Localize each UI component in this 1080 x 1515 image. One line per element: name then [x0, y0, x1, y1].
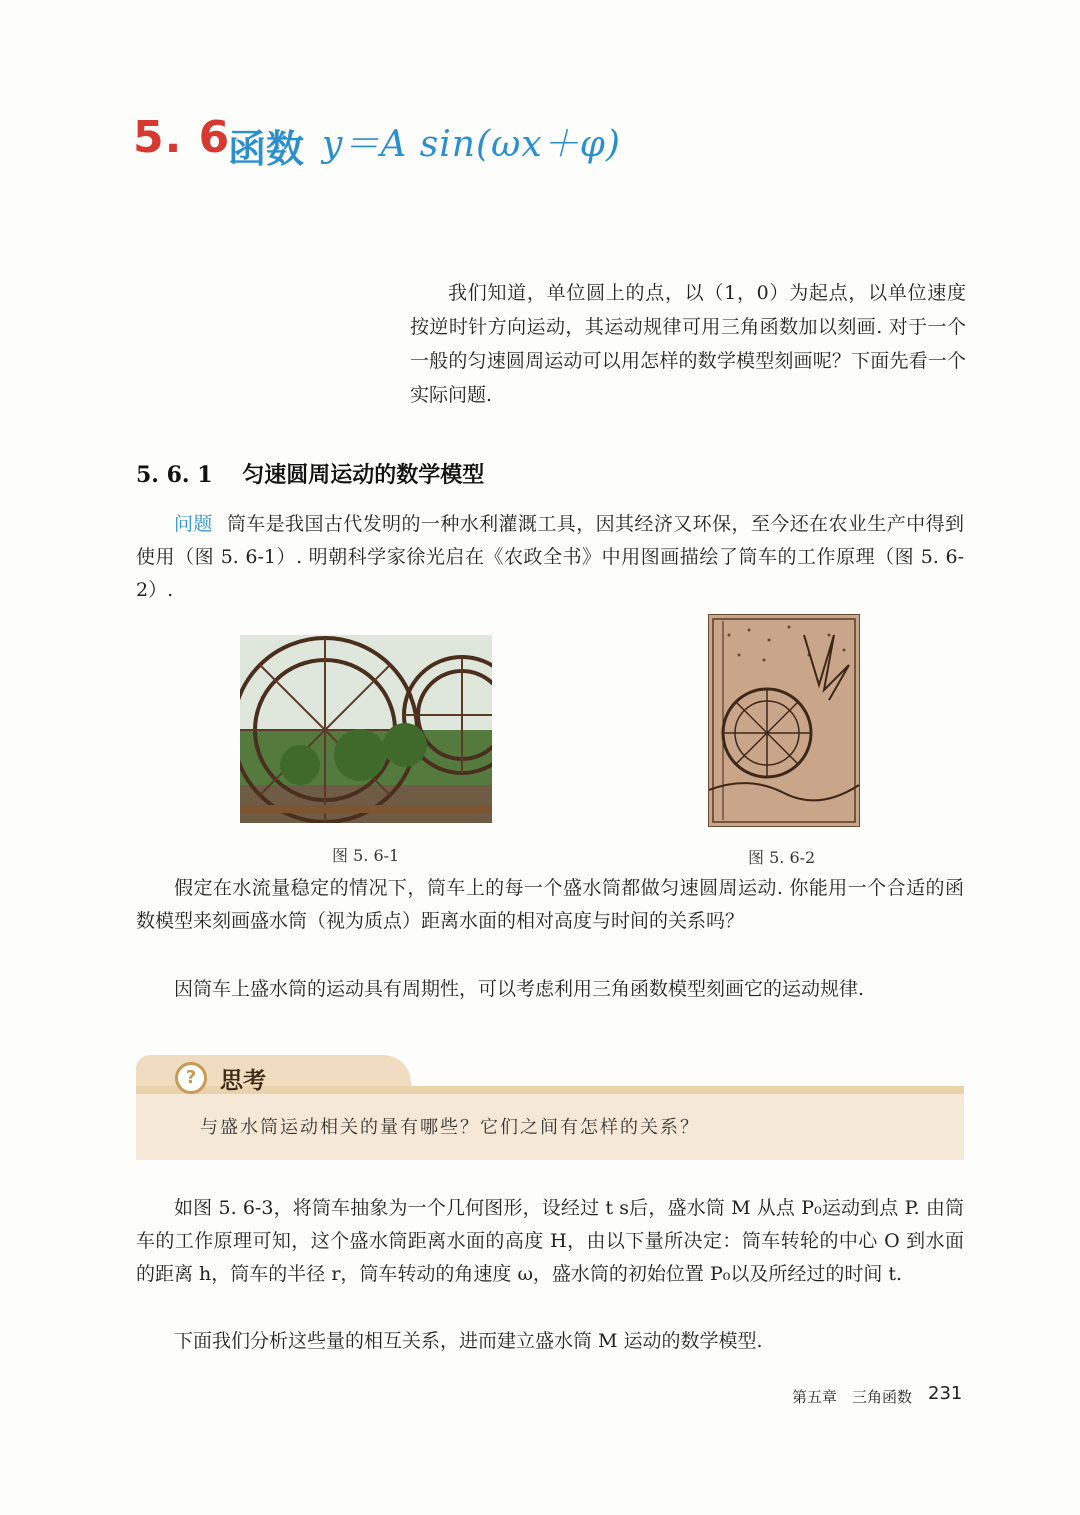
footer-chapter: 第五章 三角函数	[792, 1388, 913, 1406]
subsection-number: 5. 6. 1	[136, 462, 213, 488]
section-title: 函数	[228, 127, 305, 171]
problem-text: 筒车是我国古代发明的一种水利灌溉工具，因其经济又环保，至今还在农业生产中得到使用（图 5. 6-1）. 明朝科学家徐光启在《农政全书》中用图画描绘了筒车的工作原理（图 5. 6-2）.	[136, 513, 964, 601]
question-icon: ?	[175, 1062, 207, 1094]
woodcut-illustration	[708, 614, 860, 827]
paragraph: 因筒车上盛水筒的运动具有周期性，可以考虑利用三角函数模型刻画它的运动规律.	[174, 978, 865, 1000]
section-formula: y＝A sin(ωx＋φ)	[322, 124, 621, 165]
figure-caption: 图 5. 6-1	[332, 846, 400, 865]
subsection-title: 匀速圆周运动的数学模型	[242, 463, 485, 488]
problem-label: 问题	[174, 513, 213, 535]
woodcut-illustration-drawing	[709, 615, 859, 826]
think-title: 思考	[220, 1068, 266, 1094]
problem-paragraph	[136, 508, 964, 607]
intro-paragraph: 我们知道，单位圆上的点，以（1，0）为起点，以单位速度按逆时针方向运动，其运动规律可用三角函数加以刻画. 对于一个一般的匀速圆周运动可以用怎样的数学模型刻画呢？下面先看一个实际问题.	[410, 282, 966, 406]
subsection-heading	[136, 458, 484, 489]
paragraph: 假定在水流量稳定的情况下，筒车上的每一个盛水筒都做匀速圆周运动. 你能用一个合适的函数模型来刻画盛水筒（视为质点）距离水面的相对高度与时间的关系吗？	[136, 877, 964, 932]
waterwheel-photo	[240, 635, 492, 823]
page-number: 231	[928, 1383, 963, 1404]
paragraph: 下面我们分析这些量的相互关系，进而建立盛水筒 M 运动的数学模型.	[174, 1330, 763, 1352]
waterwheel-photo-drawing	[240, 635, 492, 823]
think-question: 与盛水筒运动相关的量有哪些？它们之间有怎样的关系？	[200, 1117, 700, 1138]
figure-caption: 图 5. 6-2	[748, 848, 816, 867]
paragraph: 如图 5. 6-3，将筒车抽象为一个几何图形，设经过 t s后，盛水筒 M 从点 P₀运动到点 P. 由筒车的工作原理可知，这个盛水筒距离水面的高度 H，由以下量所决定：筒车转轮的中心 O 到水面的距离 h，筒车的半径 r，筒车转动的角速度 ω，盛水筒的初始位置 P₀以及所经过的时间 t.	[136, 1197, 964, 1285]
section-number: 5. 6	[133, 112, 231, 163]
